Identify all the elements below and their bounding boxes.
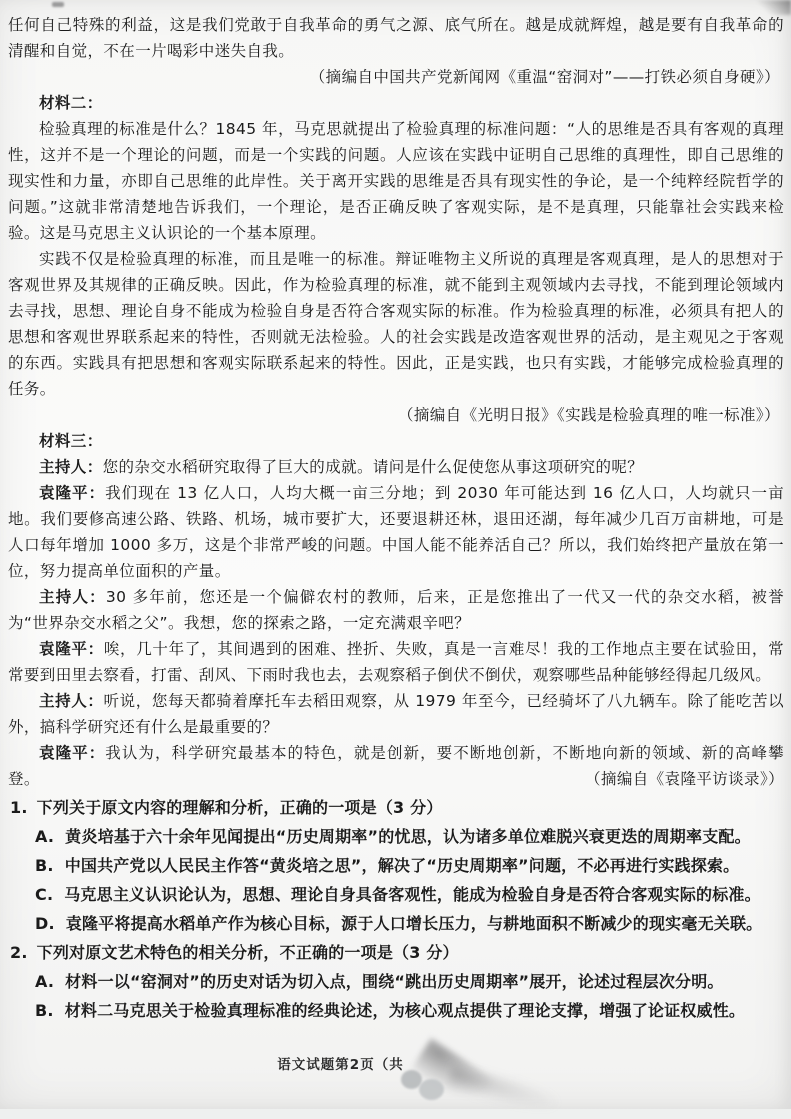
material2-heading: 材料二： bbox=[39, 94, 103, 112]
dialogue-text: 听说，您每天都骑着摩托车去稻田观察，从 1979 年至今，已经骑坏了八九辆车。除了能吃苦以外，搞科学研究还有什么是最重要的？ bbox=[8, 692, 784, 736]
option-text: 中国共产党以人民民主作答“黄炎培之思”，解决了“历史周期率”问题，不必再进行实践探索。 bbox=[64, 856, 740, 875]
option-label: A. bbox=[35, 827, 55, 846]
question-1-stem bbox=[8, 793, 784, 822]
dialogue-text: 我们现在 13 亿人口，人均大概一亩三分地；到 2030 年可能达到 16 亿人口，人均就只一亩地。我们要修高速公路、铁路、机场，城市要扩大，还要退耕还林，退田还湖，每年减少几百万亩耕地，可是人口每年增加 1000 多万，这是个非常严峻的问题。中国人能不能养活自己？所以，我们始终把产量放在第一位，努力提高单位面积的产量。 bbox=[8, 484, 784, 580]
option-text: 马克思主义认识论认为，思想、理论自身具备客观性，能成为检验自身是否符合客观实际的标准。 bbox=[64, 885, 761, 904]
speaker-label: 袁隆平： bbox=[39, 484, 106, 502]
question-2-stem bbox=[8, 938, 784, 967]
option-text: 袁隆平将提高水稻单产作为核心目标，源于人口增长压力，与耕地面积不断减少的现实毫无关联。 bbox=[65, 914, 763, 933]
speaker-label: 主持人： bbox=[39, 692, 104, 710]
question-1-option-b bbox=[8, 851, 784, 880]
material1-source-attribution: （摘编自中国共产党新闻网《重温“窑洞对”——打铁必须自身硬》） bbox=[309, 68, 780, 86]
dialogue-line bbox=[8, 454, 784, 480]
reading-materials bbox=[8, 12, 784, 792]
question-2-option-a bbox=[8, 967, 784, 996]
dialogue-text: 唉，几十年了，其间遇到的困难、挫折、失败，真是一言难尽！我的工作地点主要在试验田，常常要到田里去察看，打雷、刮风、下雨时我也去，去观察稻子倒伏不倒伏，观察哪些品种能够经得起几级风。 bbox=[8, 640, 784, 684]
page-footer: 语文试题第2页（共 bbox=[277, 1057, 404, 1073]
speaker-label: 袁隆平： bbox=[39, 640, 104, 658]
dialogue-line bbox=[8, 584, 784, 636]
dialogue-line bbox=[8, 740, 784, 792]
dialogue-text: 我认为，科学研究最基本的特色，就是创新，要不断地创新，不断地向新的领域、新的高峰攀登。 bbox=[8, 744, 784, 788]
speaker-label: 主持人： bbox=[39, 458, 103, 476]
question-section bbox=[8, 793, 784, 1025]
material2-source-attribution: （摘编自《光明日报》《实践是检验真理的唯一标准》） bbox=[397, 406, 780, 424]
continuation-paragraph: 任何自己特殊的利益，这是我们党敢于自我革命的勇气之源、底气所在。越是成就辉煌，越是要有自我革命的清醒和自觉，不在一片喝彩中迷失自我。 bbox=[8, 16, 784, 60]
question-1-option-c bbox=[8, 880, 784, 909]
dialogue-text: 30 多年前，您还是一个偏僻农村的教师，后来，正是您推出了一代又一代的杂交水稻，被誉为“世界杂交水稻之父”。我想，您的探索之路，一定充满艰辛吧？ bbox=[8, 588, 785, 632]
option-label: D. bbox=[35, 914, 55, 933]
dialogue-line bbox=[8, 480, 784, 584]
speaker-label: 袁隆平： bbox=[39, 744, 106, 762]
question-stem-text: 下列对原文艺术特色的相关分析，不正确的一项是（3 分） bbox=[36, 943, 459, 962]
question-stem-text: 下列关于原文内容的理解和分析，正确的一项是（3 分） bbox=[36, 798, 443, 817]
option-text: 材料二马克思关于检验真理标准的经典论述，为核心观点提供了理论支撑，增强了论证权威性。 bbox=[64, 1001, 746, 1020]
scan-corner-shadow bbox=[757, 0, 791, 15]
option-label: C. bbox=[35, 885, 54, 904]
question-number: 1. bbox=[10, 798, 28, 817]
option-text: 黄炎培基于六十余年见闻提出“历史周期率”的忧思，认为诸多单位难脱兴衰更迭的周期率支配。 bbox=[65, 827, 751, 846]
dialogue-line bbox=[8, 688, 784, 740]
option-text: 材料一以“窑洞对”的历史对话为切入点，围绕“跳出历史周期率”展开，论述过程层次分明。 bbox=[65, 972, 724, 991]
option-label: B. bbox=[35, 856, 54, 875]
option-label: A. bbox=[35, 972, 55, 991]
speaker-label: 主持人： bbox=[39, 588, 106, 606]
option-label: B. bbox=[35, 1001, 54, 1020]
dialogue-text: 您的杂交水稻研究取得了巨大的成就。请问是什么促使您从事这项研究的呢？ bbox=[102, 458, 644, 476]
question-1-option-d bbox=[8, 909, 784, 938]
material3-heading: 材料三： bbox=[39, 432, 103, 450]
material3-source-attribution: （摘编自《袁隆平访谈录》） bbox=[585, 770, 784, 788]
watermark-smudge-bubble bbox=[419, 1079, 444, 1100]
question-2-option-b bbox=[8, 996, 784, 1025]
question-1-option-a bbox=[8, 822, 784, 851]
scan-edge-mark bbox=[52, 2, 64, 7]
dialogue-line bbox=[8, 636, 784, 688]
material2-paragraph-2: 实践不仅是检验真理的标准，而且是唯一的标准。辩证唯物主义所说的真理是客观真理，是人的思想对于客观世界及其规律的正确反映。因此，作为检验真理的标准，就不能到主观领域内去寻找，不能到理论领域内去寻找，思想、理论自身不能成为检验自身是否符合客观实际的标准。作为检验真理的标准，必须具有把人的思想和客观世界联系起来的特性，否则就无法检验。人的社会实践是改造客观世界的活动，是主观见之于客观的东西。实践具有把思想和客观实际联系起来的特性。因此，正是实践，也只有实践，才能够完成检验真理的任务。 bbox=[8, 250, 784, 398]
material2-paragraph-1: 检验真理的标准是什么？1845 年，马克思就提出了检验真理的标准问题：“人的思维是否具有客观的真理性，这并不是一个理论的问题，而是一个实践的问题。人应该在实践中证明自己思维的真理性，即自己思维的现实性和力量，亦即自己思维的此岸性。关于离开实践的思维是否具有现实性的争论，是一个纯粹经院哲学的问题。”这就非常清楚地告诉我们，一个理论，是否正确反映了客观实际，是不是真理，只能靠社会实践来检验。这是马克思主义认识论的一个基本原理。 bbox=[8, 120, 784, 242]
question-number: 2. bbox=[10, 943, 28, 962]
